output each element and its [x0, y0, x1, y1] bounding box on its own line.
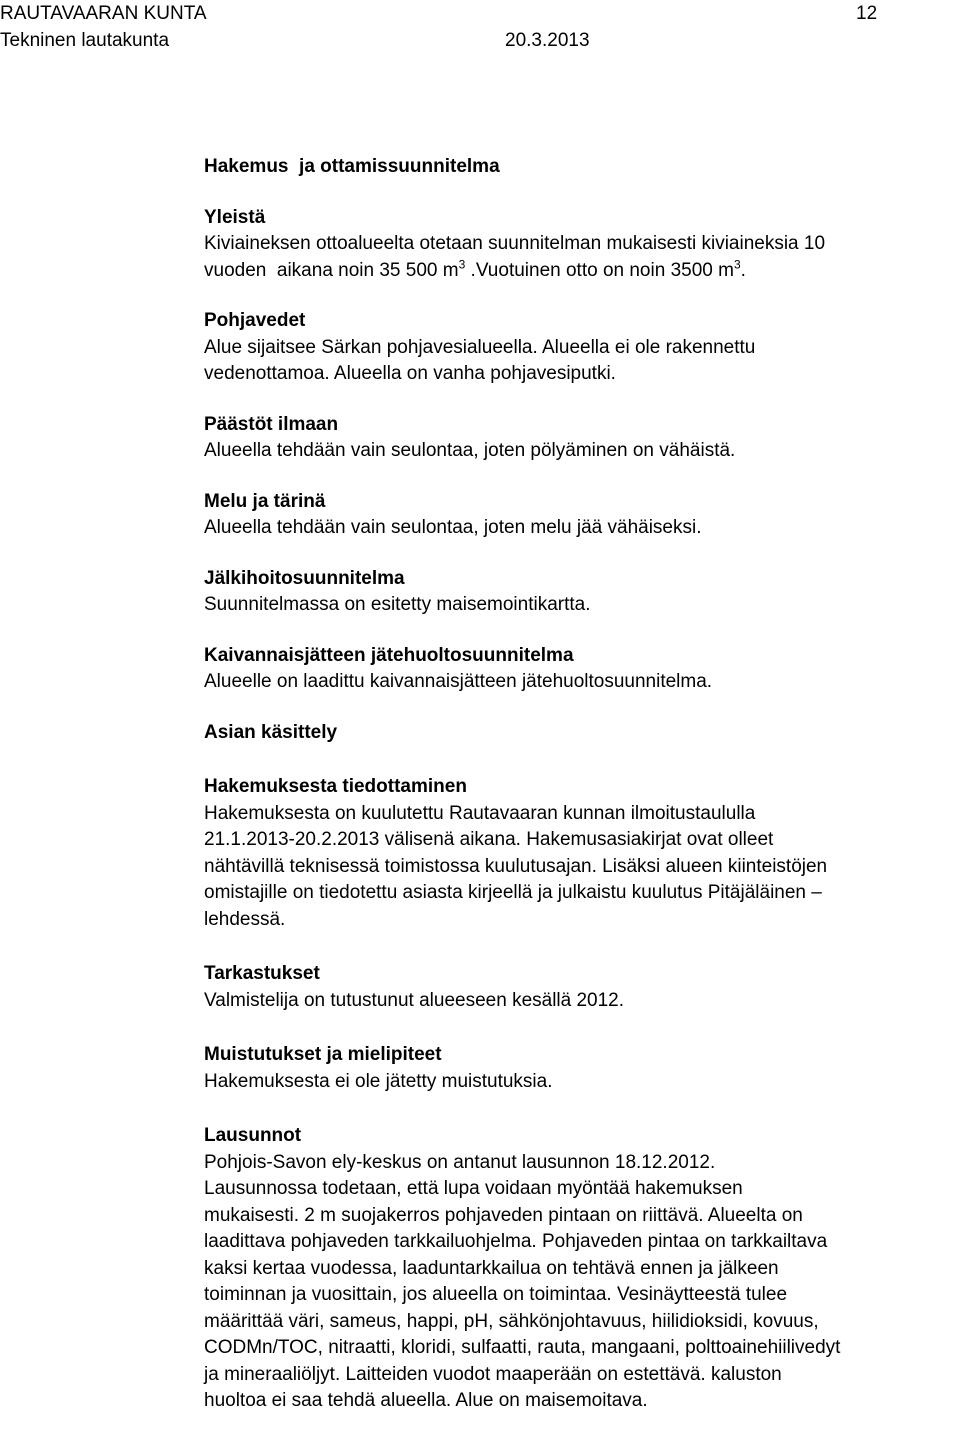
- noise-text: [204, 515, 954, 542]
- document-body: [204, 154, 954, 1439]
- general-line-2-c: .: [740, 259, 746, 281]
- inspections-line-1: Valmistelija on tutustunut alueeseen kesällä 2012.: [204, 989, 625, 1011]
- air-line-1: Alueella tehdään vain seulontaa, joten pölyäminen on vähäistä.: [204, 440, 736, 461]
- heading-aftercare: Jälkihoitosuunnitelma: [204, 567, 405, 589]
- statements-line-8: CODMn/TOC, nitraatti, kloridi, sulfaatti, rauta, mangaani, polttoainehiilivedyt: [204, 1337, 841, 1358]
- statements-text: [204, 1150, 954, 1415]
- notification-line-4: omistajille on tiedotettu asiasta kirjeellä ja julkaistu kuulutus Pitäjäläinen –: [204, 882, 822, 903]
- groundwater-text: [204, 335, 954, 388]
- statements-line-10: huoltoa ei saa tehdä alueella. Alue on maisemoitava.: [204, 1390, 648, 1411]
- section-air: [204, 412, 954, 465]
- page-number: 12: [856, 3, 878, 24]
- section-remarks: [204, 1042, 954, 1095]
- heading-processing: Asian käsittely: [204, 721, 338, 743]
- heading-remarks: Muistutukset ja mielipiteet: [204, 1044, 442, 1065]
- statements-line-6: toiminnan ja vuosittain, jos alueella on toimintaa. Vesinäytteestä tulee: [204, 1284, 788, 1305]
- notification-line-5: lehdessä.: [204, 908, 286, 930]
- heading-statements: Lausunnot: [204, 1125, 302, 1146]
- general-line-2: [204, 258, 954, 285]
- statements-line-9: ja mineraaliöljyt. Laitteiden vuodot maaperään on estettävä. kaluston: [204, 1363, 782, 1385]
- page-header: [0, 0, 960, 60]
- statements-line-3: mukaisesti. 2 m suojakerros pohjaveden pintaan on riittävä. Alueelta on: [204, 1204, 803, 1226]
- heading-air-emissions: Päästöt ilmaan: [204, 413, 339, 435]
- groundwater-line-2: vedenottamoa. Alueella on vanha pohjavesiputki.: [204, 363, 616, 384]
- general-line-2-a: vuoden aikana noin 35 500 m: [204, 259, 459, 281]
- general-text: [204, 231, 954, 284]
- section-notification: [204, 774, 954, 933]
- organization-name: RAUTAVAARAN KUNTA: [0, 3, 207, 24]
- statements-line-2: Lausunnossa todetaan, että lupa voidaan myöntää hakemuksen: [204, 1178, 743, 1199]
- heading-notification: Hakemuksesta tiedottaminen: [204, 776, 467, 797]
- waste-line-1: Alueelle on laadittu kaivannaisjätteen jätehuoltosuunnitelma.: [204, 671, 713, 692]
- statements-line-7: määrittää väri, sameus, happi, pH, sähkönjohtavuus, hiilidioksidi, kovuus,: [204, 1310, 819, 1332]
- section-aftercare: [204, 566, 954, 619]
- heading-groundwater: Pohjavedet: [204, 310, 306, 331]
- meeting-date: 20.3.2013: [505, 30, 590, 51]
- section-groundwater: [204, 308, 954, 388]
- heading-inspections: Tarkastukset: [204, 963, 320, 984]
- section-statements: [204, 1123, 954, 1415]
- document-title: Hakemus ja ottamissuunnitelma: [204, 156, 500, 177]
- groundwater-line-1: Alue sijaitsee Särkan pohjavesialueella. Alueella ei ole rakennettu: [204, 336, 756, 358]
- statements-line-1: Pohjois-Savon ely-keskus on antanut lausunnon 18.12.2012.: [204, 1151, 716, 1173]
- aftercare-line-1: Suunnitelmassa on esitetty maisemointikartta.: [204, 594, 591, 615]
- notification-line-2: 21.1.2013-20.2.2013 välisenä aikana. Hakemusasiakirjat ovat olleet: [204, 829, 774, 850]
- general-line-2-b: .Vuotuinen otto on noin 3500 m: [465, 259, 734, 281]
- waste-text: [204, 669, 954, 696]
- air-text: [204, 438, 954, 465]
- heading-general: Yleistä: [204, 206, 266, 228]
- notification-line-3: nähtävillä teknisessä toimistossa kuulutusajan. Lisäksi alueen kiinteistöjen: [204, 855, 828, 877]
- noise-line-1: Alueella tehdään vain seulontaa, joten melu jää vähäiseksi.: [204, 517, 702, 538]
- aftercare-text: [204, 592, 954, 619]
- statements-line-4: laadittava pohjaveden tarkkailuohjelma. Pohjaveden pintaa on tarkkailtava: [204, 1231, 828, 1252]
- heading-noise: Melu ja tärinä: [204, 490, 326, 512]
- section-processing: [204, 720, 954, 747]
- remarks-line-1: Hakemuksesta ei ole jätetty muistutuksia.: [204, 1070, 553, 1092]
- section-noise: [204, 489, 954, 542]
- general-line-1: Kiviaineksen ottoalueelta otetaan suunnitelman mukaisesti kiviaineksia 10: [204, 233, 826, 254]
- notification-text: [204, 801, 954, 934]
- general-line-2-sup-2: 3: [733, 257, 741, 272]
- section-waste: [204, 643, 954, 696]
- remarks-text: [204, 1069, 954, 1096]
- section-inspections: [204, 961, 954, 1014]
- statements-line-5: kaksi kertaa vuodessa, laaduntarkkailua on tehtävä ennen ja jälkeen: [204, 1257, 779, 1279]
- heading-waste-plan: Kaivannaisjätteen jätehuoltosuunnitelma: [204, 644, 574, 666]
- inspections-text: [204, 988, 954, 1015]
- section-general: [204, 205, 954, 285]
- notification-line-1: Hakemuksesta on kuulutettu Rautavaaran kunnan ilmoitustaululla: [204, 802, 756, 824]
- board-name: Tekninen lautakunta: [0, 30, 170, 51]
- general-line-2-sup-1: 3: [458, 257, 466, 272]
